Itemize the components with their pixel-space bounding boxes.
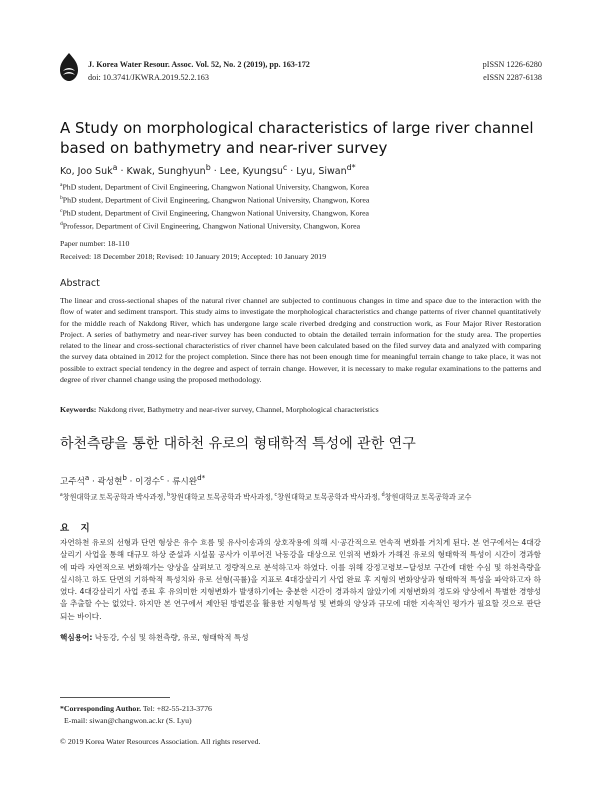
author-sup: b <box>122 473 127 482</box>
paper-dates: Received: 18 December 2018; Revised: 10 January 2019; Accepted: 10 January 2019 <box>60 251 327 261</box>
affiliation-item <box>60 219 369 232</box>
doi[interactable]: doi: 10.3741/JKWRA.2019.52.2.163 <box>88 73 209 82</box>
paper-info <box>60 238 326 263</box>
affiliation-sup: c <box>274 492 278 498</box>
author-name: 이경수 <box>135 476 161 487</box>
footnote-divider <box>60 697 170 698</box>
paper-number: Paper number: 18-110 <box>60 239 130 248</box>
authors-ko: 고주석$^a$ · 곽성현$^b$ · 이경수$^c$ · 류시완$^{d*}$ <box>60 473 206 487</box>
author-name: 곽성현 <box>97 476 123 487</box>
affiliation-text: PhD student, Department of Civil Engineering, Changwon National University, Changwon, Korea <box>62 182 370 192</box>
author-name: Kwak, Sunghyun <box>126 166 206 178</box>
keywords-label: Keywords: <box>60 405 97 414</box>
corresponding-label: *Corresponding Author. <box>60 704 142 713</box>
affiliation-sup: b <box>60 194 63 201</box>
corresponding-author <box>60 703 212 727</box>
author-name: Ko, Joo Suk <box>60 166 113 178</box>
paper-title-en: A Study on morphological characteristics of large river channel based on bathymetry and near-river survey <box>60 119 534 157</box>
affiliation-item <box>60 206 369 219</box>
corresponding-email[interactable]: E-mail: siwan@changwon.ac.kr (S. Lyu) <box>64 716 192 725</box>
affiliation-text: PhD student, Department of Civil Engineering, Changwon National University, Changwon, Korea <box>62 208 370 218</box>
paper-title-ko: 하천측량을 통한 대하천 유로의 형태학적 특성에 관한 연구 <box>60 436 416 452</box>
author-sup: b <box>205 163 211 172</box>
affiliation-sup: b <box>167 492 171 498</box>
corresponding-tel: Tel: +82-55-213-3776 <box>141 704 212 713</box>
journal-citation <box>88 58 310 84</box>
author-name: Lyu, Siwan <box>296 166 347 178</box>
copyright-notice: © 2019 Korea Water Resources Association. All rights reserved. <box>60 737 261 746</box>
affiliations-ko: $^a$창원대학교 토목공학과 박사과정, $^b$창원대학교 토목공학과 박사과정, $^c$창원대학교 토목공학과 박사과정, $^d$창원대학교 토목공학과 교수 <box>60 492 472 502</box>
eissn: eISSN 2287-6138 <box>483 73 542 82</box>
keywords-ko-label: 핵심용어: <box>60 633 93 642</box>
author-name: Lee, Kyungsu <box>219 166 283 178</box>
affiliation-text: 창원대학교 토목공학과 박사과정 <box>170 493 271 502</box>
author-sup: d* <box>197 473 206 482</box>
pissn: pISSN 1226-6280 <box>482 60 542 69</box>
author-sup: c <box>160 473 164 482</box>
journal-logo <box>57 52 81 82</box>
author-sup: a <box>84 473 90 482</box>
author-sup: d* <box>346 163 356 172</box>
affiliation-text: PhD student, Department of Civil Engineering, Changwon National University, Changwon, Korea <box>62 195 370 205</box>
corresponding-line <box>60 703 212 715</box>
affiliations-en <box>60 180 369 232</box>
keywords-ko <box>60 632 249 643</box>
summary-text-ko: 자연하천 유로의 선형과 단면 형상은 유수 흐름 및 유사이송과의 상호작용에 의해 시·공간적으로 연속적 변화를 거치게 된다. 본 연구에서는 4대강 살리기 사업을 통해 대규모 하상 준설과 시설물 공사가 이루어진 낙동강을 대상으로 인위적 변화가 가해진 유로의 형태학적 특성이 시간이 경과함에 따라 자연적으로 변화해가는 양상을 살펴보고 정량적으로 분석하고자 하였다. 이를 위해 강정고령보~달성보 구간에 대한 수심 및 하천측량을 실시하고 하도 단면의 기하학적 특성치와 유로 선형(곡률)을 지표로 4대강살리기 사업 완료 후 지형의 변화양상과 형태학적 특성을 파악하고자 하였다. 4대강살리기 사업 종료 후 유의미한 지형변화가 발생하기에는 충분한 시간이 경과하지 않았기에 지형변화의 정도와 양상에서 특별한 경향성을 추출할 수는 없었다. 하지만 본 연구에서 제안된 방법론을 활용한 지형특성 및 변화의 양상과 규모에 대한 지속적인 평가가 필요할 것으로 판단되는 바이다. <box>60 538 541 621</box>
author-name: 류시완 <box>172 476 198 487</box>
keywords-en <box>60 404 541 415</box>
affiliation-sup: c <box>60 207 63 214</box>
affiliation-item <box>60 193 369 206</box>
affiliation-sup: a <box>60 492 63 498</box>
summary-heading-ko: 요 지 <box>60 523 94 534</box>
affiliation-sup: a <box>60 182 63 188</box>
keywords-ko-text: 낙동강, 수심 및 하천측량, 유로, 형태학적 특성 <box>92 633 249 642</box>
author-sup: a <box>112 163 118 172</box>
affiliation-text: Professor, Department of Civil Engineering, Changwon National University, Changwon, Korea <box>62 221 361 231</box>
affiliation-text: 창원대학교 토목공학과 교수 <box>384 493 472 502</box>
affiliation-sup: d <box>381 492 385 498</box>
affiliation-text: 창원대학교 토목공학과 박사과정 <box>277 493 378 502</box>
affiliation-item <box>60 180 369 193</box>
authors-en: Ko, Joo Suk$^a$ · Kwak, Sunghyun$^b$ · Lee, Kyungsu$^c$ · Lyu, Siwan$^{d*}$ <box>60 163 356 178</box>
journal-line: J. Korea Water Resour. Assoc. Vol. 52, No. 2 (2019), pp. 163-172 <box>88 60 310 69</box>
affiliation-text: 창원대학교 토목공학과 박사과정 <box>62 493 164 502</box>
author-sup: c <box>282 163 288 172</box>
keywords-text: Nakdong river, Bathymetry and near-river survey, Channel, Morphological characteristics <box>96 405 379 414</box>
issn-block <box>483 58 542 84</box>
abstract-text: The linear and cross-sectional shapes of the natural river channel are subjected to continuous changes in time and space due to the interaction with the flow of water and sediment transport. This study aims to investigate the morphological characteristics and change patterns of river channel quantitatively for the middle reach of Nakdong River, which has undergone large scale riverbed dredging and construction work, as Four Major River Restoration Project. A series of bathymetry and near-river survey has been conducted to obtain the detailed terrain information for the study area. The properties related to the linear and cross-sectional characteristics of river channel have been calculated based on the filed survey data and analyzed with comparing the survey data obtained in 2012 for the project completion. Since there has not been enough time for meaningful terrain change to take place, it was not possible to extract special tendency in the degree and aspect of terrain change. However, it is necessary to make regular examinations to the patterns and degree of river channel change using the proposed methodology. <box>60 296 541 385</box>
affiliation-sup: d <box>60 220 63 227</box>
abstract-heading: Abstract <box>60 278 100 289</box>
author-name: 고주석 <box>60 476 85 487</box>
